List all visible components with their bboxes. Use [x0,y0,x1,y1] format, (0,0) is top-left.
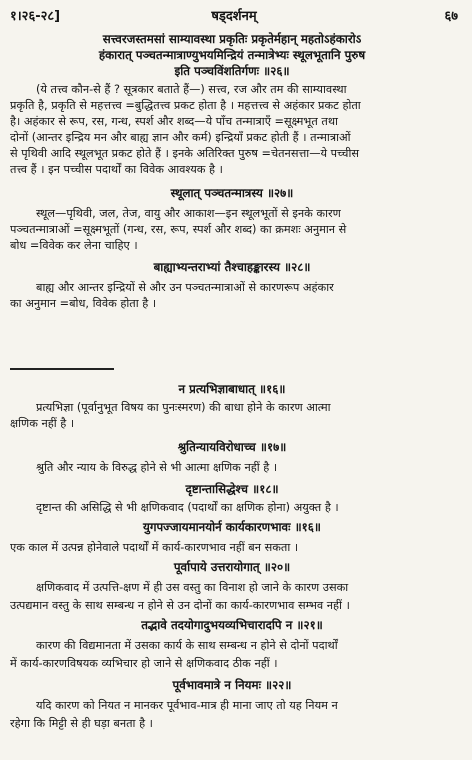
commentary-22-line-1: यदि कारण को नियत न मानकर पूर्वभाव-मात्र ही माना जाए तो यह नियम न [36,699,338,712]
commentary-27-line-2: पञ्चतन्मात्राओं =सूक्ष्मभूतों (गन्ध, रस, रूप, स्पर्श और शब्द) का क्रमशः अनुमान से [10,223,347,236]
commentary-28-line-1: बाह्य और आन्तर इन्द्रियों से और उन पञ्चतन्मात्राओं से कारणरूप अहंकार [36,281,334,294]
commentary-26-line-1: (ये तत्त्व कौन-से हैं ? सूत्रकार बताते हैं—) सत्त्व, रज और तम की साम्यावस्था [36,83,347,96]
sutra-17: श्रुतिन्यायविरोधाच्च ॥१७॥ [177,440,287,454]
commentary-20-line-2: उत्पद्यमान वस्तु के साथ सम्बन्ध न होने से उन दोनों का कार्य-कारणभाव सम्भव नहीं । [10,599,350,612]
commentary-28-line-2: का अनुमान =बोध, विवेक होता है । [10,297,157,310]
sutra-21: तद्भावे तदयोगादुभयव्यभिचारादपि न ॥२१॥ [141,618,323,632]
commentary-19-line-1: एक काल में उत्पन्न होनेवाले पदार्थों में कार्य-कारणभाव नहीं बन सकता । [10,541,299,554]
sutra-28: बाह्याभ्यन्तराभ्यां तैश्चाहङ्कारस्य ॥२८॥ [153,260,311,274]
commentary-17-line-1: श्रुति और न्याय के विरुद्ध होने से भी आत्मा क्षणिक नहीं है । [36,461,278,474]
running-title: षड्दर्शनम् [211,9,257,24]
commentary-18-line-1: दृष्टान्त की असिद्धि से भी क्षणिकवाद (पदार्थों का क्षणिक होना) अयुक्त है । [36,501,339,514]
commentary-21-line-2: में कार्य-कारणविषयक व्यभिचार हो जाने से क्षणिकवाद ठीक नहीं । [10,657,278,670]
commentary-21-line-1: कारण की विद्यमानता में उसका कार्य के साथ सम्बन्ध न होने से दोनों पदार्थों [36,639,338,652]
commentary-20-line-1: क्षणिकवाद में उत्पत्ति-क्षण में ही उस वस्तु का विनाश हो जाने के कारण उसका [36,581,349,594]
commentary-26-line-6: तत्त्व हैं । इन पच्चीस पदार्थों का विवेक आवश्यक है । [10,163,223,176]
sutra-18: दृष्टान्तासिद्धेश्च ॥१८॥ [185,482,279,496]
commentary-16-line-2: क्षणिक नहीं है । [10,417,75,430]
sutra-26-line-2: हंकारात् पञ्चतन्मात्राण्युभयमिन्द्रियं तन्मात्रेभ्यः स्थूलभूतानि पुरुष [98,48,366,62]
running-header [10,6,458,26]
page-number: ६७ [444,9,458,24]
sutra-26-line-3: इति पञ्चविंशतिर्गणः ॥२६॥ [174,64,290,78]
commentary-26-line-3: है। अहंकार से रूप, रस, गन्ध, स्पर्श और शब्द—ये पाँच तन्मात्राएँ =सूक्ष्मभूत तथा [10,115,338,128]
sutra-19: युगपज्जायमानयोर्न कार्यकारणभावः ॥१६॥ [142,520,322,534]
page-reference: १।२६-२८] [10,9,61,24]
commentary-27-line-1: स्थूल—पृथिवी, जल, तेज, वायु और आकाश—इन स्थूलभूतों से इनके कारण [36,207,341,220]
sutra-26-line-1: सत्त्वरजस्तमसां साम्यावस्था प्रकृतिः प्रकृतेर्महान् महतोऽहंकारोऽ [102,32,362,46]
sutra-22: पूर्वभावमात्रे न नियमः ॥२२॥ [172,678,292,692]
section-divider [10,368,114,370]
commentary-26-line-5: से पृथिवी आदि स्थूलभूत प्रकट होते हैं । इनके अतिरिक्त पुरुष =चेतनसत्ता—ये पच्चीस [10,147,360,160]
commentary-16-line-1: प्रत्यभिज्ञा (पूर्वानुभूत विषय का पुनःस्मरण) की बाधा होने के कारण आत्मा [36,401,331,414]
commentary-26-line-2: प्रकृति है, प्रकृति से महत्तत्त्व =बुद्धितत्त्व प्रकट होता है । महत्तत्त्व से अहंकार प्रकट होता [10,99,361,112]
commentary-22-line-2: रहेगा कि मिट्टी से ही घड़ा बनता है । [10,717,153,730]
sutra-27: स्थूलात् पञ्चतन्मात्रस्य ॥२७॥ [170,186,294,200]
commentary-27-line-3: बोध =विवेक कर लेना चाहिए । [10,239,138,252]
commentary-26-line-4: दोनों (आन्तर इन्द्रिय मन और बाह्य ज्ञान और कर्म) इन्द्रियाँ प्रकट होती हैं । तन्मात्राओं [10,131,351,144]
sutra-20: पूर्वापाये उत्तरायोगात् ॥२०॥ [173,560,291,574]
sutra-16: न प्रत्यभिज्ञाबाधात् ॥१६॥ [178,382,286,396]
